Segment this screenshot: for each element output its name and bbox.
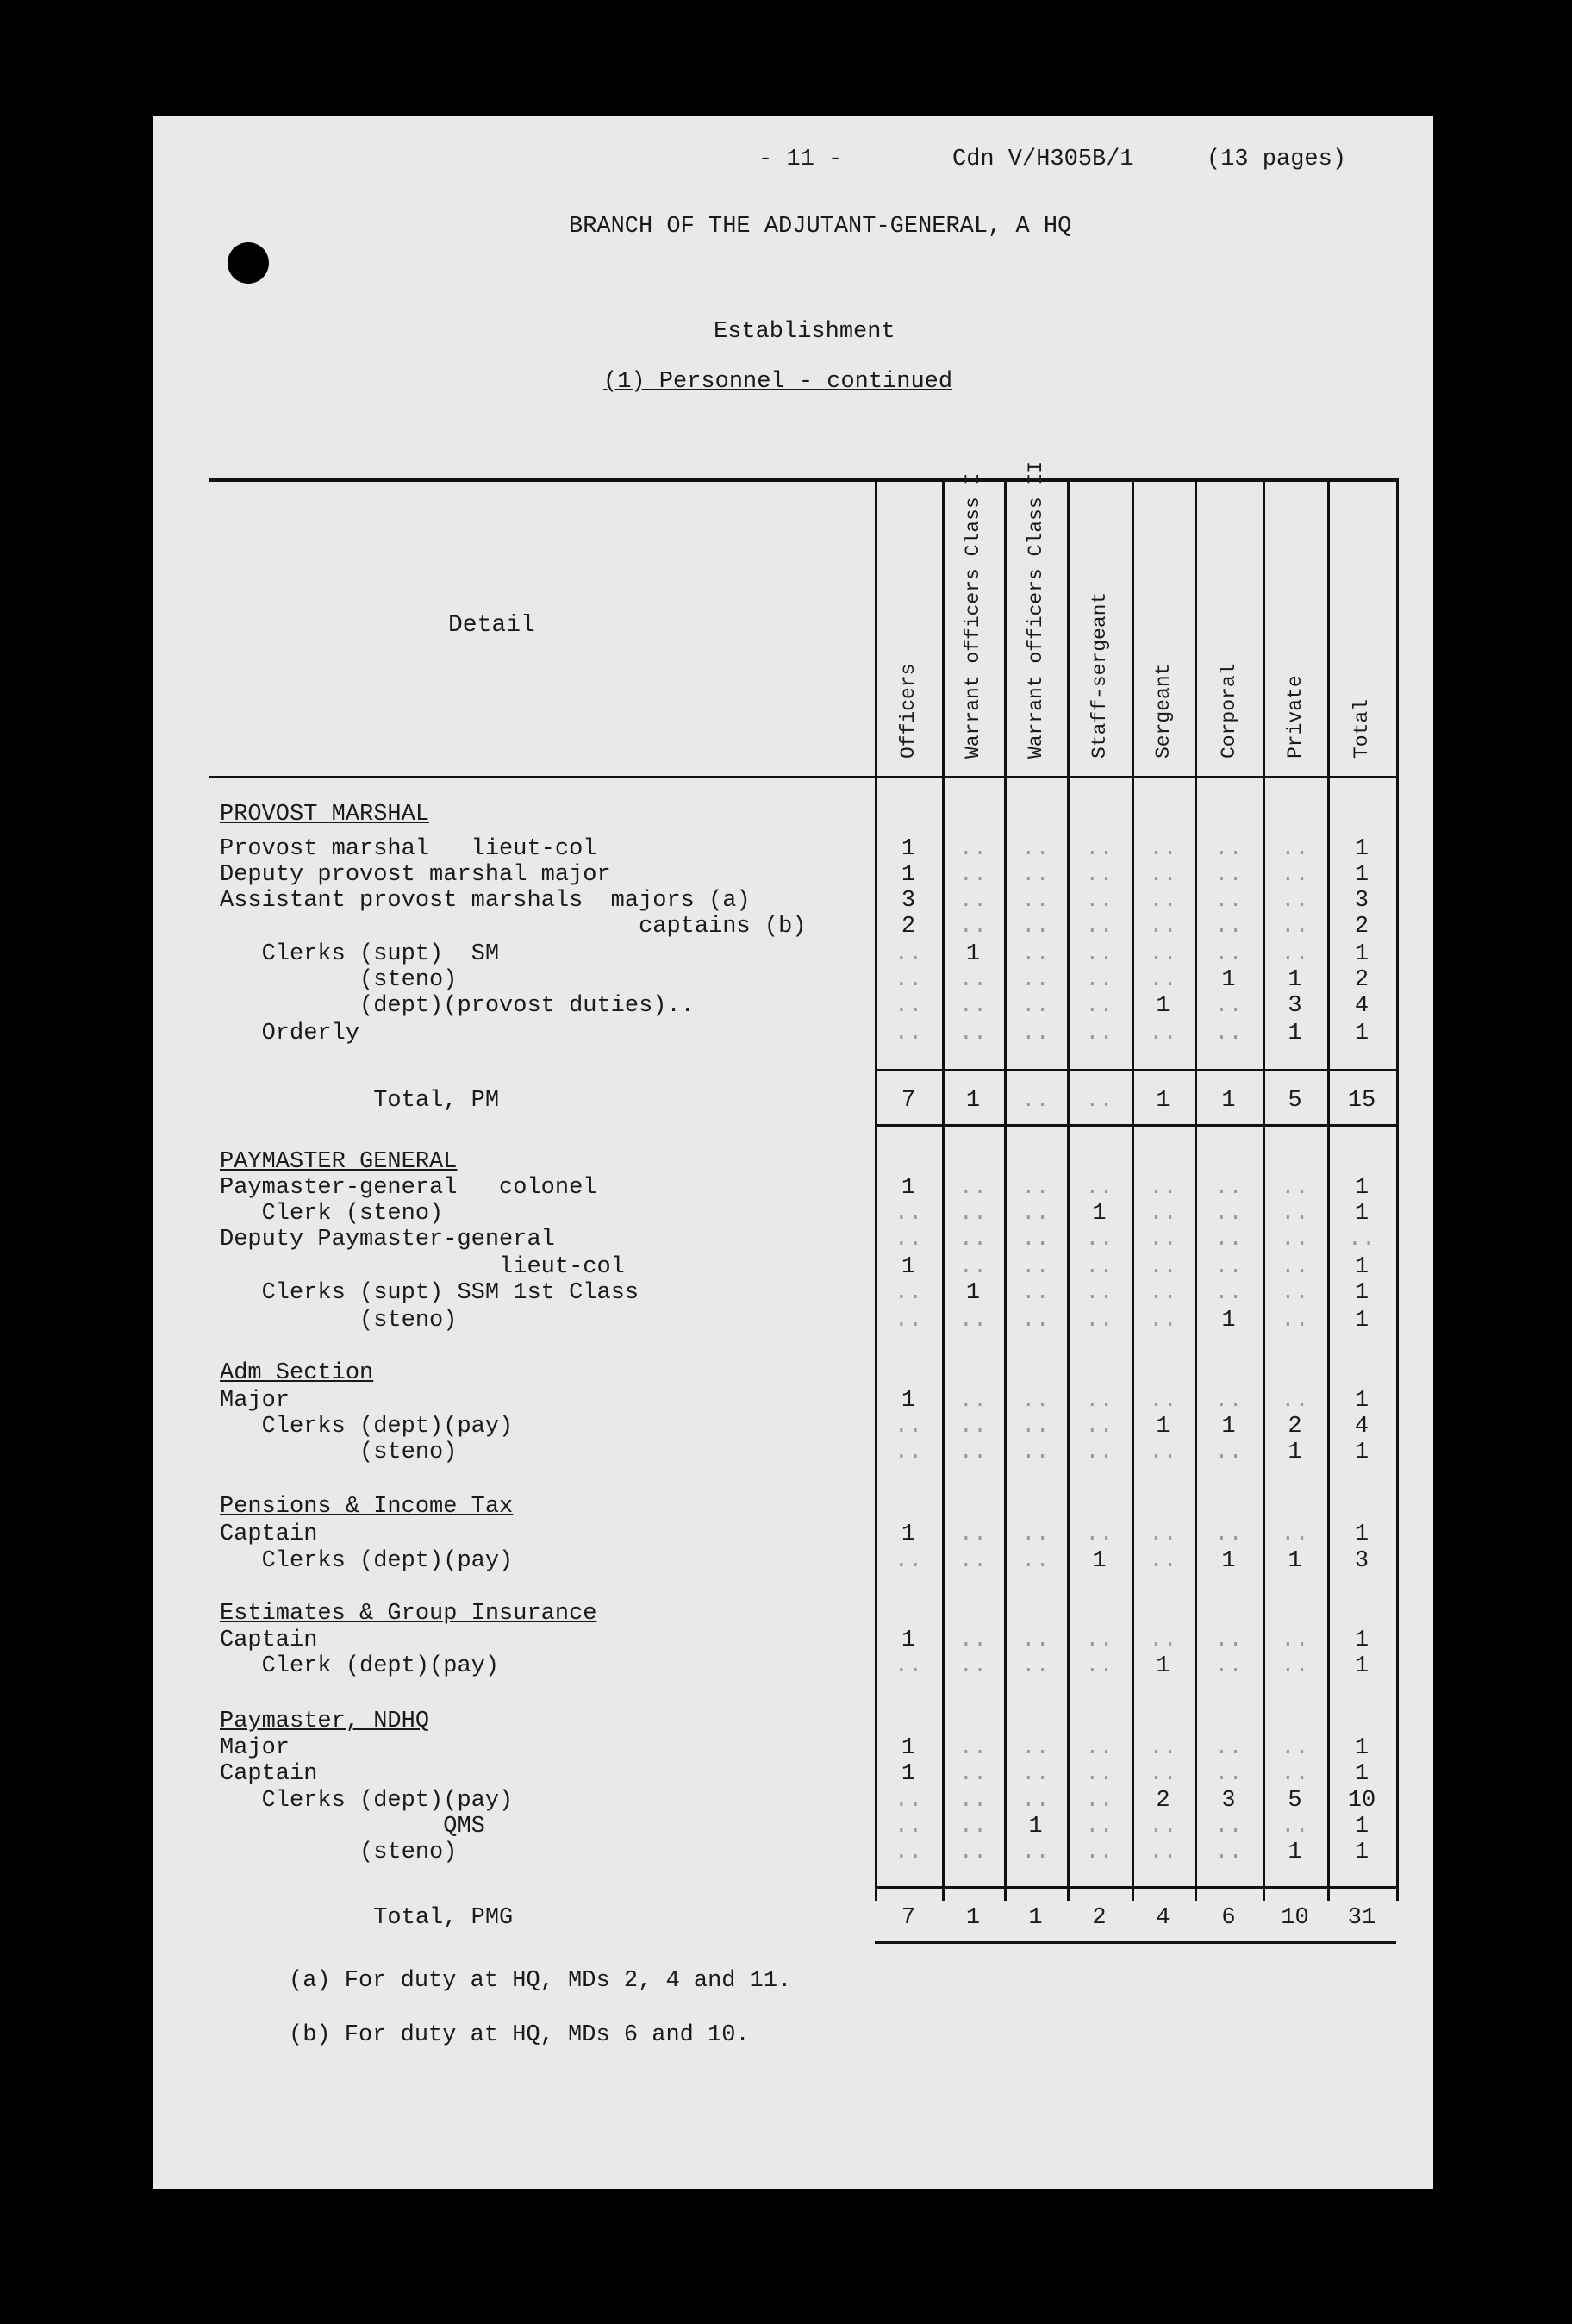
table-cell: .. [1214,1175,1243,1201]
table-cell: .. [958,1388,988,1414]
table-cell: .. [958,1788,988,1814]
table-cell: 2 [1156,1788,1170,1814]
column-header [1067,534,1132,769]
table-cell: .. [1149,914,1177,940]
table-cell: 1 [965,1088,981,1114]
table-cell: 1 [901,1388,916,1414]
row-label: QMS [220,1814,485,1840]
row-label: (steno) [220,1840,458,1865]
column-header-label: Warrant officers Class II [1024,460,1047,759]
table-cell: .. [1214,862,1243,888]
table-cell: 1 [1354,1440,1369,1465]
table-cell: 2 [901,914,916,940]
table-cell: .. [894,1788,923,1814]
table-cell: .. [958,1761,988,1787]
table-cell: 1 [1354,1388,1369,1414]
table-cell: 1 [1092,1201,1107,1227]
table-cell: .. [1149,941,1177,967]
table-cell: .. [1085,1440,1114,1465]
section-heading: PROVOST MARSHAL [220,802,430,828]
table-cell: .. [1021,1440,1050,1465]
table-cell: .. [958,1414,988,1440]
table-cell: 10 [1281,1905,1309,1931]
table-cell: .. [1149,1627,1177,1653]
table-cell: .. [1214,1201,1243,1227]
table-cell: .. [1021,1088,1050,1114]
table-cell: .. [1214,1627,1243,1653]
table-cell: .. [1085,1254,1114,1280]
table-cell: .. [1085,1280,1114,1306]
table-cell: .. [894,1814,923,1840]
table-cell: 1 [1028,1905,1043,1931]
table-cell: .. [894,1021,923,1046]
table-cell: 3 [1288,993,1302,1019]
table-cell: .. [1214,1021,1243,1046]
table-cell: .. [1281,1653,1309,1679]
table-cell: .. [1281,862,1309,888]
table-cell: .. [1214,1761,1243,1787]
row-label: (steno) [220,1308,458,1334]
table-cell: .. [1281,888,1309,914]
table-cell: .. [1149,836,1177,862]
table-cell: 1 [1354,1175,1369,1201]
column-header [1195,534,1263,769]
table-cell: 10 [1347,1788,1376,1814]
table-cell: 1 [1092,1548,1107,1574]
table-cell: .. [1021,888,1050,914]
table-cell: .. [1021,1735,1050,1761]
table-cell: 1 [1156,993,1170,1019]
table-cell: .. [958,1201,988,1227]
table-cell: .. [1214,1280,1243,1306]
table-cell: 1 [1221,1414,1236,1440]
column-header-label: Officers [897,663,920,759]
table-cell: .. [1021,993,1050,1019]
table-cell: 6 [1221,1905,1236,1931]
table-cell: 1 [965,1905,981,1931]
table-cell: 4 [1156,1905,1170,1931]
table-cell: .. [894,1440,923,1465]
row-label: Clerks (supt) SM [220,941,500,967]
table-cell: .. [1085,993,1114,1019]
total-rule [875,1069,1396,1071]
table-cell: .. [894,1414,923,1440]
table-cell: 1 [1354,1735,1369,1761]
table-cell: 2 [1092,1905,1107,1931]
table-cell: 1 [901,1254,916,1280]
table-cell: .. [1085,1653,1114,1679]
section-heading: Paymaster, NDHQ [220,1709,430,1734]
table-cell: .. [1085,1175,1114,1201]
table-cell: 1 [965,1280,981,1306]
table-cell: .. [1347,1227,1376,1253]
table-cell: .. [1021,1788,1050,1814]
table-cell: .. [1214,1440,1243,1465]
table-cell: .. [894,993,923,1019]
row-label: (dept)(provost duties).. [220,993,695,1019]
table-cell: 2 [1354,914,1369,940]
table-cell: .. [894,1548,923,1574]
table-cell: .. [1149,1227,1177,1253]
page-count: (13 pages) [1207,147,1347,172]
table-cell: 1 [1354,941,1369,967]
table-cell: .. [1085,862,1114,888]
row-label: (steno) [220,967,458,993]
table-cell: 31 [1347,1905,1376,1931]
table-cell: .. [1214,941,1243,967]
table-cell: .. [958,862,988,888]
table-cell: .. [1214,888,1243,914]
table-cell: .. [1149,1440,1177,1465]
table-cell: .. [958,993,988,1019]
table-cell: .. [1281,941,1309,967]
total-rule [875,1941,1396,1944]
table-cell: .. [1281,1175,1309,1201]
table-cell: .. [1021,1308,1050,1334]
table-cell: .. [958,1254,988,1280]
subsection-title: (1) Personnel - continued [603,369,953,395]
table-top-rule [209,478,1396,482]
table-cell: .. [1085,1388,1114,1414]
table-cell: 1 [1288,1021,1302,1046]
table-cell: .. [958,888,988,914]
row-label: Orderly [220,1021,360,1046]
table-cell: 3 [1354,888,1369,914]
table-cell: .. [1149,1521,1177,1547]
table-cell: .. [1149,1548,1177,1574]
table-cell: .. [1149,888,1177,914]
table-cell: .. [1085,1814,1114,1840]
table-cell: 7 [901,1088,916,1114]
table-cell: .. [1085,914,1114,940]
table-cell: .. [1281,1201,1309,1227]
table-cell: 1 [1354,1653,1369,1679]
row-label: Clerk (steno) [220,1201,444,1227]
table-cell: .. [894,1840,923,1865]
row-label: Paymaster-general colonel [220,1175,597,1201]
table-cell: .. [958,836,988,862]
table-cell: .. [1281,1761,1309,1787]
table-cell: .. [1085,1521,1114,1547]
table-cell: 1 [1354,1761,1369,1787]
document-title: BRANCH OF THE ADJUTANT-GENERAL, A HQ [569,214,1072,240]
section-heading: Adm Section [220,1360,374,1386]
table-cell: .. [1214,836,1243,862]
row-label: Assistant provost marshals majors (a) [220,888,751,914]
table-cell: .. [1021,1021,1050,1046]
table-cell: 1 [1221,1088,1236,1114]
total-rule [875,1886,1396,1889]
table-cell: .. [1214,914,1243,940]
row-label: captains (b) [220,914,807,940]
table-cell: .. [1021,862,1050,888]
table-cell: .. [1214,1254,1243,1280]
table-cell: .. [1149,1254,1177,1280]
table-cell: .. [1021,1280,1050,1306]
table-cell: .. [1021,1414,1050,1440]
table-cell: .. [1281,1521,1309,1547]
table-cell: .. [1149,1201,1177,1227]
table-cell: .. [958,967,988,993]
table-cell: 1 [1354,1308,1369,1334]
table-cell: .. [894,1308,923,1334]
table-cell: .. [1085,836,1114,862]
row-label: Provost marshal lieut-col [220,836,597,862]
table-cell: .. [958,1308,988,1334]
table-cell: .. [958,1735,988,1761]
total-rule [875,1124,1396,1127]
column-header-label: Warrant officers Class I [962,472,984,759]
table-cell: .. [958,1521,988,1547]
table-cell: 4 [1354,993,1369,1019]
table-cell: .. [1021,1388,1050,1414]
table-cell: .. [1021,914,1050,940]
table-cell: .. [894,1201,923,1227]
table-cell: .. [958,1814,988,1840]
table-cell: 1 [901,836,916,862]
row-label: Clerks (supt) SSM 1st Class [220,1280,639,1306]
table-cell: .. [1021,941,1050,967]
table-cell: 3 [1354,1548,1369,1574]
table-cell: .. [894,1227,923,1253]
table-cell: .. [1021,1201,1050,1227]
table-cell: .. [1085,1735,1114,1761]
table-cell: 1 [1288,1440,1302,1465]
table-cell: .. [894,1280,923,1306]
row-label: Deputy Paymaster-general [220,1227,555,1253]
table-cell: 5 [1288,1088,1302,1114]
table-cell: 4 [1354,1414,1369,1440]
table-cell: .. [958,1227,988,1253]
table-cell: .. [1085,1227,1114,1253]
column-header-label: Total [1351,698,1373,759]
table-cell: .. [1281,914,1309,940]
table-cell: .. [1149,1735,1177,1761]
document-reference: Cdn V/H305B/1 [952,147,1134,172]
table-cell: .. [1085,1021,1114,1046]
table-cell: .. [1281,1308,1309,1334]
column-header-label: Private [1283,675,1307,759]
row-label: Captain [220,1521,318,1547]
table-cell: .. [1149,1021,1177,1046]
table-cell: .. [958,914,988,940]
table-cell: 1 [1354,1840,1369,1865]
table-cell: .. [1149,862,1177,888]
column-header [1327,534,1396,769]
row-label: Major [220,1388,290,1414]
table-cell: .. [1021,967,1050,993]
table-cell: 1 [965,941,981,967]
column-divider [1396,478,1399,1901]
table-cell: .. [1085,1788,1114,1814]
table-cell: 1 [1354,1280,1369,1306]
table-cell: .. [1281,836,1309,862]
row-label: Major [220,1735,290,1761]
table-cell: .. [1085,941,1114,967]
table-cell: .. [1085,1627,1114,1653]
total-row-label: Total, PM [220,1088,500,1114]
table-cell: .. [1281,1254,1309,1280]
table-cell: .. [1214,1227,1243,1253]
column-header [1132,534,1195,769]
column-header [942,472,1004,769]
column-header [1004,460,1067,769]
row-label: Captain [220,1761,318,1787]
table-cell: .. [894,941,923,967]
row-label: (steno) [220,1440,458,1465]
row-label: Captain [220,1627,318,1653]
table-cell: .. [1021,1548,1050,1574]
column-header-label: Corporal [1217,663,1240,759]
table-cell: 1 [901,1175,916,1201]
detail-column-header: Detail [448,612,535,639]
table-cell: .. [958,1021,988,1046]
table-cell: 1 [1288,1548,1302,1574]
table-cell: 2 [1354,967,1369,993]
table-cell: .. [958,1627,988,1653]
table-cell: 5 [1288,1788,1302,1814]
table-cell: .. [1214,993,1243,1019]
table-cell: .. [1021,1254,1050,1280]
table-cell: 1 [1354,1521,1369,1547]
section-heading: Pensions & Income Tax [220,1494,514,1520]
section-heading: Estimates & Group Insurance [220,1601,597,1627]
table-cell: 1 [1156,1088,1170,1114]
table-cell: .. [1281,1627,1309,1653]
table-cell: .. [958,1653,988,1679]
table-cell: 1 [1354,862,1369,888]
table-cell: .. [1149,1814,1177,1840]
column-header [1263,534,1327,769]
table-cell: 1 [1028,1814,1043,1840]
table-cell: .. [1085,967,1114,993]
table-cell: .. [1281,1280,1309,1306]
table-cell: .. [1214,1521,1243,1547]
table-cell: .. [1021,1227,1050,1253]
row-label: Deputy provost marshal major [220,862,611,888]
table-cell: .. [1021,1521,1050,1547]
table-cell: .. [1214,1814,1243,1840]
table-cell: .. [958,1840,988,1865]
table-cell: 1 [1354,1201,1369,1227]
section-title: Establishment [714,319,895,345]
table-cell: .. [1021,1653,1050,1679]
table-cell: 3 [1221,1788,1236,1814]
column-header-label: Sergeant [1151,663,1175,759]
table-cell: .. [1021,1761,1050,1787]
table-cell: .. [958,1440,988,1465]
table-cell: 1 [1221,967,1236,993]
table-cell: .. [1021,1627,1050,1653]
table-cell: 3 [901,888,916,914]
table-cell: 1 [1288,967,1302,993]
row-label: Clerks (dept)(pay) [220,1548,514,1574]
table-cell: .. [1149,1175,1177,1201]
page-number: - 11 - [758,147,843,172]
table-cell: .. [1214,1653,1243,1679]
table-cell: .. [1085,1761,1114,1787]
punch-hole [228,242,269,284]
table-cell: 1 [901,862,916,888]
table-cell: 1 [1156,1414,1170,1440]
column-header [875,534,942,769]
table-cell: 7 [901,1905,916,1931]
table-cell: 1 [1354,1021,1369,1046]
table-cell: .. [894,967,923,993]
section-heading: PAYMASTER GENERAL [220,1149,458,1175]
table-cell: .. [1281,1814,1309,1840]
table-cell: .. [1214,1840,1243,1865]
table-cell: .. [1085,888,1114,914]
table-cell: .. [1214,1388,1243,1414]
column-header-label: Staff-sergeant [1088,591,1111,759]
table-cell: 1 [1354,1814,1369,1840]
table-cell: .. [1214,1735,1243,1761]
table-cell: .. [1149,967,1177,993]
table-cell: .. [1149,1308,1177,1334]
table-cell: 1 [901,1627,916,1653]
table-cell: .. [894,1653,923,1679]
row-label: Clerk (dept)(pay) [220,1653,500,1679]
table-cell: 1 [1288,1840,1302,1865]
table-cell: .. [1021,836,1050,862]
table-cell: 1 [1354,1627,1369,1653]
footnote-b: (b) For duty at HQ, MDs 6 and 10. [289,2022,750,2048]
table-cell: .. [1149,1840,1177,1865]
table-cell: .. [1085,1840,1114,1865]
table-cell: 1 [1221,1548,1236,1574]
table-cell: .. [1021,1840,1050,1865]
table-cell: 1 [901,1735,916,1761]
table-cell: .. [1085,1088,1114,1114]
table-cell: .. [958,1175,988,1201]
table-cell: .. [1281,1735,1309,1761]
table-cell: 1 [1221,1308,1236,1334]
table-cell: .. [1281,1227,1309,1253]
row-label: Clerks (dept)(pay) [220,1414,514,1440]
table-cell: .. [1085,1414,1114,1440]
table-cell: 1 [1354,1254,1369,1280]
row-label: lieut-col [220,1254,625,1280]
table-cell: .. [1021,1175,1050,1201]
table-cell: 1 [901,1521,916,1547]
table-cell: 1 [1156,1653,1170,1679]
row-label: Clerks (dept)(pay) [220,1788,514,1814]
table-cell: 2 [1288,1414,1302,1440]
table-cell: .. [1149,1280,1177,1306]
table-cell: .. [1149,1761,1177,1787]
table-cell: .. [958,1548,988,1574]
table-cell: 15 [1347,1088,1376,1114]
footnote-a: (a) For duty at HQ, MDs 2, 4 and 11. [289,1968,792,1994]
table-cell: 1 [901,1761,916,1787]
header-bottom-rule [209,776,1396,778]
total-row-label: Total, PMG [220,1905,514,1931]
table-cell: 1 [1354,836,1369,862]
table-cell: .. [1149,1388,1177,1414]
table-cell: .. [1085,1308,1114,1334]
table-cell: .. [1281,1388,1309,1414]
